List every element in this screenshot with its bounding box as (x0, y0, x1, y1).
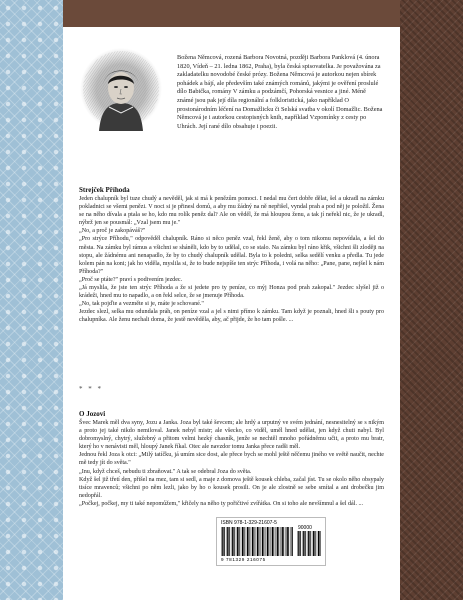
story-paragraph: „Proč se ptáte?" praví s podivením jezdec. (79, 276, 183, 283)
story-paragraph: „No, a proč je zakopáváš?" (79, 228, 146, 235)
barcode-bar (292, 527, 293, 556)
barcode-bar (268, 527, 269, 556)
story-paragraph: Jeden chalupník byl tuze chudý a nevěděl, jak si má k penězům pomoci. I nedal mu čert dobře dělat, šel a ukradl na zámku pokladnici se všemi penězi. V noci si je přinesl domů, a aby mu žádný na ně nepřišel, vyndal prah a pod něj je položil. Žena se na něho dívala a ptala se ho, kdo mu rolík peněz dal? Ale on věděl, že má hloupou ženu, a tak jí neřekl nic, že je ukradl, nýbrž jen se pousmál: „Vzal jsem mu je." (79, 196, 384, 227)
barcode-bar (227, 527, 228, 556)
story-paragraph: „Inu, když chceš, nebudu ti zbraňovat." A tak se odebral Joza do světa. (79, 468, 252, 475)
story-title: Strejček Příhoda (79, 186, 130, 194)
barcode-bar (288, 527, 289, 556)
cover-pattern-right (400, 0, 463, 600)
story-paragraph: Švec Marek měl dva syny, Jozu a Janka. Joza byl také ševcem; ale hrdý a urputný ve svém jednání, nesnesitelný se s nikým a proto jej také nikdo nemiloval. Janek nebyl mistr; ale všecko, co viděl, uměl hned udělat, jen když chuti nabyl. Byl dobromyslný, chytrý, služebný a přitom velmi hezký chasník, jenže se nechtěl mnoho pořádněmu učit, a proto mu bratr, který ho v nenávisti měl, hloupý Janek říkal. Otec ale navzdor tomu Janka přece radši měl. (79, 420, 384, 451)
barcode-bar (264, 527, 265, 556)
story-paragraph: „No, tak pojďte a vezměte si je, máte je schované." (79, 301, 204, 308)
barcode-digits: 9 781329 216075 (221, 557, 266, 562)
isbn-number: ISBN 978-1-329-21607-5 (221, 520, 277, 526)
barcode-bar (244, 527, 245, 556)
barcode-bar (305, 531, 306, 556)
author-portrait (79, 47, 163, 131)
barcode-bar (308, 531, 309, 556)
barcode-bar (320, 531, 321, 556)
lulu-id: ID: 16898884 (74, 561, 105, 567)
cover-pattern-left (0, 0, 63, 600)
barcode-bar (224, 527, 225, 556)
barcode-bar (222, 527, 223, 556)
barcode-bar (242, 527, 243, 556)
back-cover-panel (63, 27, 400, 600)
lulu-website: www.lulu.com (74, 568, 105, 574)
barcode-bar (310, 531, 311, 556)
story-paragraph: „Já myslila, že jste ten strýc Příhoda a že si jedete pro ty peníze, co mýj Honza pod prah zakopal." Jezdec slyšel již o krádeži, hned mu to napadlo, a on řekl selce, že se jmenuje Příhoda. (79, 285, 384, 300)
section-separator: * * * (79, 385, 103, 393)
barcode-bar (239, 527, 240, 556)
author-bio: Božena Němcová, rozená Barbora Novotná, později Barbora Panklová (4. února 1820, Vídeň – 21. ledna 1862, Praha), byla česká spisovatelka. Je považována za zakladatelku novodobé české prózy. Božena Němcová je autorkou nejen sbírek pohádek a bájí, ale především také známých románů, jakými je ověření proslulé dílo Babička, romány V zámku a podzámčí, Pohorská vesnice a jiné. Méně známé jsou pak její díla regionální a folkloristická, jako například O prostonárodním léčení na Domažlicku či Selská svatba v okolí Domažlic. Božena Němcová je i autorkou cestopisných knih, například Vzpomínky z cesty po Uhrách. Její rané dílo obsahuje i poezii. (177, 54, 383, 130)
barcode-bar (277, 527, 278, 556)
barcode-bar (262, 527, 263, 556)
barcode-bar (252, 527, 253, 556)
story-paragraph: „Pro strýce Příhodu," odpověděl chalupník. Ráno si něco peněz vzal, řekl ženě, aby o tom nikomu nepovídala, a šel do města. Na zámku byl rámus a všichni se sháněli, kdo by to udělal, co se stalo. Na zámku byl ráno křik, všichni šli zloději na stopu, ale žádnému ani nenapadlo, že by to chudý chalupník udělal. Byla to k poledni, selka sedělí venku a předla. Tu jede kolem pán na koni; jak ho viděla, myslila si, že to bude nejspíše ten strýc Příhoda, i volá na něho: „Pane, pane, nejšel k nám Příhoda?" (79, 236, 384, 275)
story-excerpt (79, 195, 384, 325)
isbn-barcode (216, 517, 326, 566)
barcode-bar (257, 527, 258, 556)
barcode-bar (272, 527, 273, 556)
barcode-bar (237, 527, 238, 556)
barcode-bar (234, 527, 235, 556)
barcode-bar (287, 527, 288, 556)
barcode-bars (221, 527, 293, 556)
barcode-bar (283, 527, 284, 556)
barcode-bar (249, 527, 250, 556)
barcode-bar (318, 531, 319, 556)
barcode-bar (232, 527, 233, 556)
barcode-bar (254, 527, 255, 556)
barcode-bar (282, 527, 283, 556)
story-paragraph: Když šel již třetí den, přišel na mez, tam si sedl, a maje z domova ještě kousek chleba, začal jíst. Tu se okolo něho obsypaly tisíce mravenců; všichni po něm lezli, jako by ho o kousek prosili. On je ale zlostně se sebe smítal a ani drobečku jim nedopřál. (79, 476, 384, 499)
barcode-bar (300, 531, 301, 556)
barcode-bar (273, 527, 274, 556)
barcode-bar (267, 527, 268, 556)
barcode-bar (278, 527, 279, 556)
barcode-bar (313, 531, 314, 556)
barcode-bar (247, 527, 248, 556)
story-paragraph: Jezdec slezl, selka mu odundala práh, on peníze vzal a jel s nimi přímo k zámku. Tam když je poznali, hned šli s pouty pro chalupníka. Ale ženu nechali doma, že jestě nevěděla, aby, ač přijde, že ho tam pošle. ... (79, 309, 384, 324)
story-paragraph: Jednou řekl Joza k otci: „Milý tatíčku, já umím sice dost, ale přece bych se mohl ještě něčemu jiného ve světě naučit, nechte mě tedy jít do světa." (79, 452, 384, 467)
story-excerpt (79, 419, 384, 508)
barcode-bar (303, 531, 304, 556)
story-paragraph: „Počkej, počkej, my ti také nepomůžem," křičely na něho ty pořičtivé zvířátka. On si toho ale nevšímnul a šel dál. ... (79, 500, 364, 507)
barcode-bar (229, 527, 230, 556)
imprint-info (74, 561, 105, 575)
price-addon-number: 90000 (298, 525, 312, 531)
story-title: O Jozovi (79, 410, 106, 418)
addon-barcode-bars (297, 531, 321, 556)
barcode-bar (315, 531, 316, 556)
barcode-bar (259, 527, 260, 556)
barcode-bar (298, 531, 299, 556)
